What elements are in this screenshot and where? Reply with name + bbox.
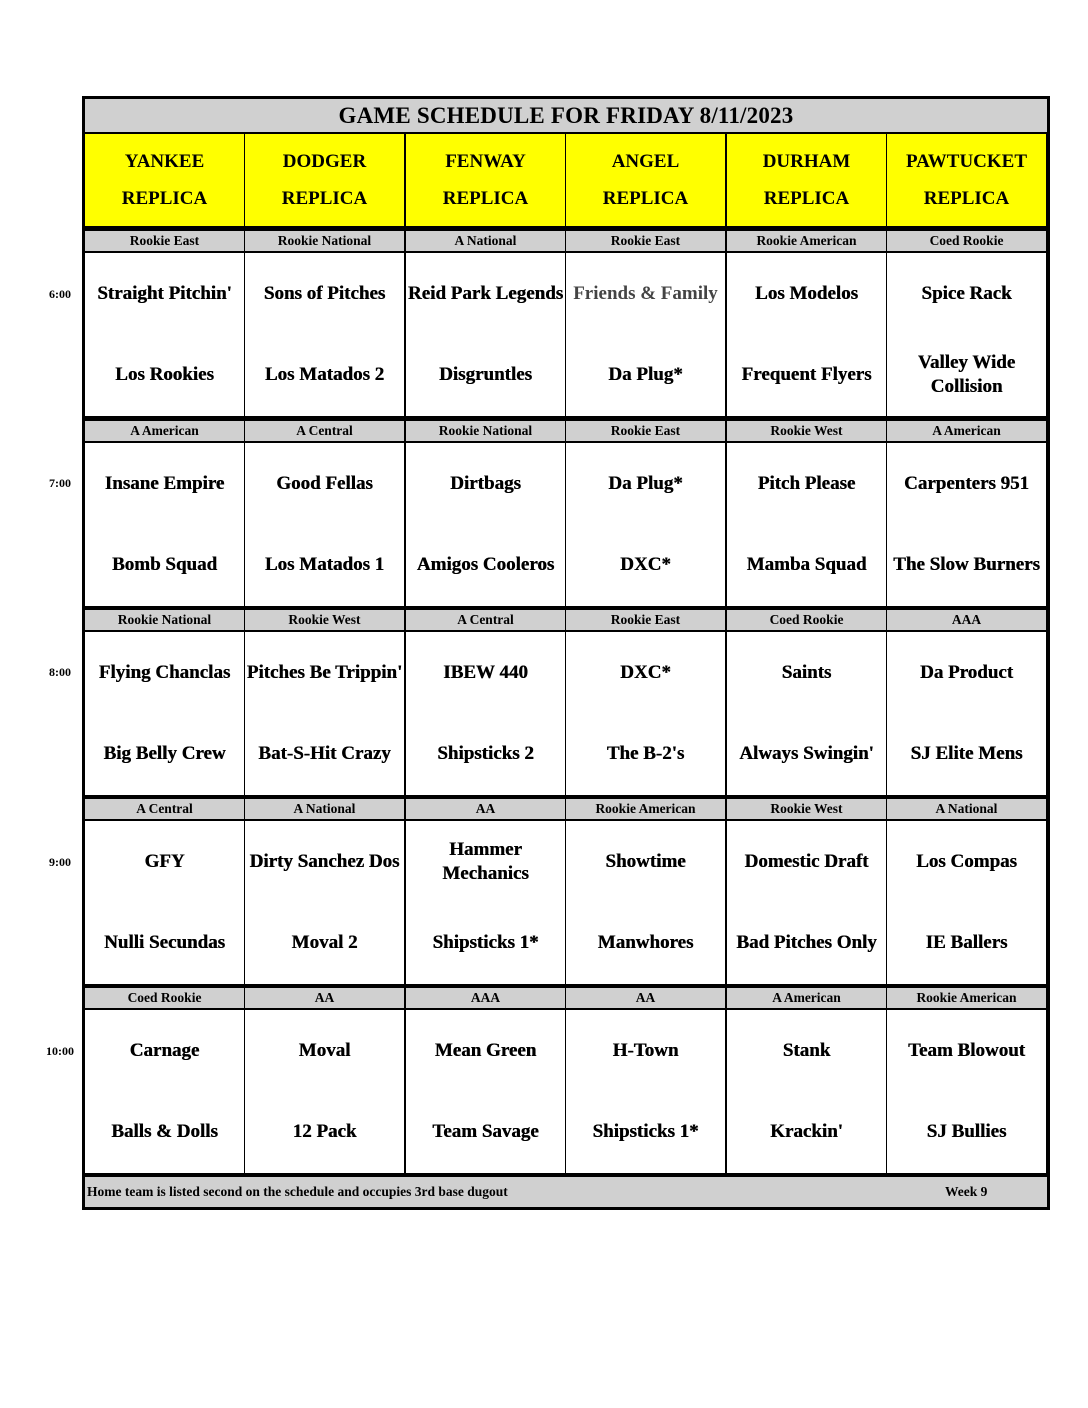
division-label: Rookie American	[566, 799, 725, 819]
game-cell	[85, 443, 244, 606]
division-label: Rookie National	[85, 610, 244, 630]
field-subtitle: REPLICA	[602, 188, 689, 209]
home-team: Da Plug*	[608, 364, 683, 386]
away-team: Moval	[298, 1039, 351, 1061]
away-team: DXC*	[620, 661, 671, 683]
away-team: Sons of Pitches	[263, 282, 386, 304]
division-label: Rookie American	[887, 988, 1046, 1008]
home-team: Big Belly Crew	[103, 743, 226, 765]
division-row	[85, 421, 1047, 441]
division-label: A National	[245, 799, 404, 819]
game-row	[85, 821, 1047, 984]
division-label: A American	[727, 988, 886, 1008]
division-label: A National	[406, 231, 565, 251]
game-cell	[727, 1010, 886, 1173]
game-cell	[566, 253, 725, 416]
field-header-5	[887, 134, 1046, 226]
away-team: Flying Chanclas	[98, 661, 231, 683]
division-label: Rookie West	[727, 421, 886, 441]
schedule-title: GAME SCHEDULE FOR FRIDAY 8/11/2023	[338, 102, 794, 128]
game-cell	[727, 632, 886, 795]
game-cell	[85, 632, 244, 795]
home-team: Manwhores	[597, 932, 694, 954]
field-subtitle: REPLICA	[281, 188, 368, 209]
home-team: The Slow Burners	[893, 554, 1040, 576]
away-team: Reid Park Legends	[407, 282, 564, 304]
game-cell	[887, 632, 1046, 795]
away-team: GFY	[144, 850, 185, 872]
home-team: Amigos Cooleros	[416, 554, 555, 576]
home-team: IE Ballers	[925, 932, 1008, 954]
division-label: Rookie East	[85, 231, 244, 251]
home-team: The B-2's	[606, 743, 685, 765]
field-header-1	[245, 134, 404, 226]
home-team: Shipsticks 2	[437, 743, 534, 765]
time-label: 9:00	[49, 855, 71, 869]
division-label: Rookie National	[245, 231, 404, 251]
game-cell	[245, 632, 404, 795]
time-label: 8:00	[49, 665, 71, 679]
time-label: 7:00	[49, 476, 71, 490]
game-cell	[85, 1010, 244, 1173]
away-team: Showtime	[605, 850, 686, 872]
home-team: Always Swingin'	[739, 743, 874, 765]
away-team: Los Modelos	[755, 282, 858, 304]
division-label: A American	[887, 421, 1046, 441]
division-label: Coed Rookie	[887, 231, 1046, 251]
away-team: Da Product	[919, 661, 1014, 683]
away-team: Los Compas	[916, 850, 1017, 872]
game-row	[85, 443, 1047, 606]
game-cell	[406, 821, 565, 984]
away-team: Da Plug*	[608, 472, 683, 494]
game-cell	[85, 253, 244, 416]
division-label: Coed Rookie	[85, 988, 244, 1008]
away-team: Friends & Family	[573, 282, 718, 304]
away-team: Carpenters 951	[903, 472, 1030, 494]
footer-bar	[85, 1177, 1047, 1207]
game-cell	[406, 1010, 565, 1173]
division-label: Coed Rookie	[727, 610, 886, 630]
away-team: Straight Pitchin'	[97, 282, 232, 304]
field-subtitle: REPLICA	[442, 188, 529, 209]
week-label: Week 9	[945, 1184, 988, 1199]
home-team: Balls & Dolls	[111, 1121, 218, 1143]
division-label: AA	[245, 988, 404, 1008]
game-cell	[566, 632, 725, 795]
division-label: AA	[566, 988, 725, 1008]
game-cell	[887, 443, 1046, 606]
field-header-3	[566, 134, 725, 226]
division-label: A Central	[406, 610, 565, 630]
home-team: Valley Wide Collision	[917, 352, 1016, 398]
field-subtitle: REPLICA	[763, 188, 850, 209]
home-team-note: Home team is listed second on the schedule and occupies 3rd base dugout	[87, 1184, 508, 1199]
field-name: FENWAY	[445, 151, 526, 172]
field-name: ANGEL	[611, 151, 680, 172]
time-label: 10:00	[46, 1044, 74, 1058]
division-label: A Central	[245, 421, 404, 441]
division-label: Rookie National	[406, 421, 565, 441]
home-team: SJ Elite Mens	[910, 743, 1023, 765]
away-team: Mean Green	[434, 1039, 537, 1061]
away-team: Team Blowout	[907, 1039, 1025, 1061]
home-team: 12 Pack	[292, 1121, 357, 1143]
home-team: Los Rookies	[115, 364, 214, 386]
home-team: Bomb Squad	[111, 554, 218, 576]
field-subtitle: REPLICA	[121, 188, 208, 209]
home-team: Nulli Secundas	[104, 932, 225, 954]
away-team: Dirty Sanchez Dos	[249, 850, 400, 872]
away-team: Domestic Draft	[744, 850, 869, 872]
game-cell	[887, 253, 1046, 416]
field-header-2	[406, 134, 565, 226]
division-row	[85, 610, 1047, 630]
game-cell	[887, 1010, 1046, 1173]
game-cell	[727, 253, 886, 416]
away-team: Stank	[782, 1039, 831, 1061]
game-row	[85, 1010, 1047, 1173]
field-name: YANKEE	[124, 151, 205, 172]
away-team: Saints	[781, 661, 832, 683]
field-name: PAWTUCKET	[905, 151, 1028, 172]
game-cell	[245, 443, 404, 606]
home-team: Bat-S-Hit Crazy	[258, 743, 391, 765]
division-label: A American	[85, 421, 244, 441]
home-team: Frequent Flyers	[741, 364, 872, 386]
away-team: Pitches Be Trippin'	[246, 661, 403, 683]
division-row	[85, 988, 1047, 1008]
away-team: Good Fellas	[276, 472, 373, 494]
time-label: 6:00	[49, 287, 71, 301]
home-team: Bad Pitches Only	[736, 932, 877, 954]
game-cell	[245, 1010, 404, 1173]
away-team: Insane Empire	[104, 472, 225, 494]
game-cell	[727, 443, 886, 606]
division-label: Rookie West	[245, 610, 404, 630]
division-label: Rookie East	[566, 421, 725, 441]
game-cell	[727, 821, 886, 984]
field-subtitle: REPLICA	[923, 188, 1010, 209]
home-team: DXC*	[620, 554, 671, 576]
game-cell	[245, 253, 404, 416]
home-team: Moval 2	[291, 932, 358, 954]
division-label: AA	[406, 799, 565, 819]
field-name: DURHAM	[762, 151, 851, 172]
division-label: Rookie American	[727, 231, 886, 251]
away-team: IBEW 440	[443, 661, 528, 683]
game-cell	[245, 821, 404, 984]
division-label: AAA	[406, 988, 565, 1008]
division-label: Rookie East	[566, 231, 725, 251]
game-row	[85, 632, 1047, 795]
game-cell	[566, 821, 725, 984]
away-team: Dirtbags	[450, 472, 521, 494]
division-label: Rookie East	[566, 610, 725, 630]
home-team: Shipsticks 1*	[592, 1121, 699, 1143]
division-row	[85, 799, 1047, 819]
division-label: A National	[887, 799, 1046, 819]
title-bar	[85, 99, 1047, 132]
game-row	[85, 253, 1047, 416]
away-team: Hammer Mechanics	[442, 838, 529, 884]
home-team: SJ Bullies	[926, 1121, 1007, 1143]
field-header-row	[85, 134, 1047, 226]
away-team: H-Town	[612, 1039, 679, 1061]
game-cell	[566, 1010, 725, 1173]
away-team: Spice Rack	[921, 282, 1012, 304]
game-cell	[406, 632, 565, 795]
home-team: Los Matados 1	[264, 554, 385, 576]
home-team: Los Matados 2	[264, 364, 385, 386]
schedule-table	[82, 96, 1050, 1210]
division-label: AAA	[887, 610, 1046, 630]
division-label: A Central	[85, 799, 244, 819]
home-team: Krackin'	[770, 1121, 843, 1143]
field-header-0	[85, 134, 244, 226]
game-cell	[85, 821, 244, 984]
away-team: Carnage	[129, 1039, 200, 1061]
home-team: Mamba Squad	[746, 554, 867, 576]
home-team: Disgruntles	[439, 364, 532, 386]
division-row	[85, 231, 1047, 251]
field-name: DODGER	[282, 151, 367, 172]
game-cell	[566, 443, 725, 606]
game-cell	[406, 443, 565, 606]
game-cell	[887, 821, 1046, 984]
away-team: Pitch Please	[757, 472, 856, 494]
home-team: Shipsticks 1*	[432, 932, 539, 954]
home-team: Team Savage	[432, 1121, 539, 1143]
game-cell	[406, 253, 565, 416]
field-header-4	[727, 134, 886, 226]
division-label: Rookie West	[727, 799, 886, 819]
